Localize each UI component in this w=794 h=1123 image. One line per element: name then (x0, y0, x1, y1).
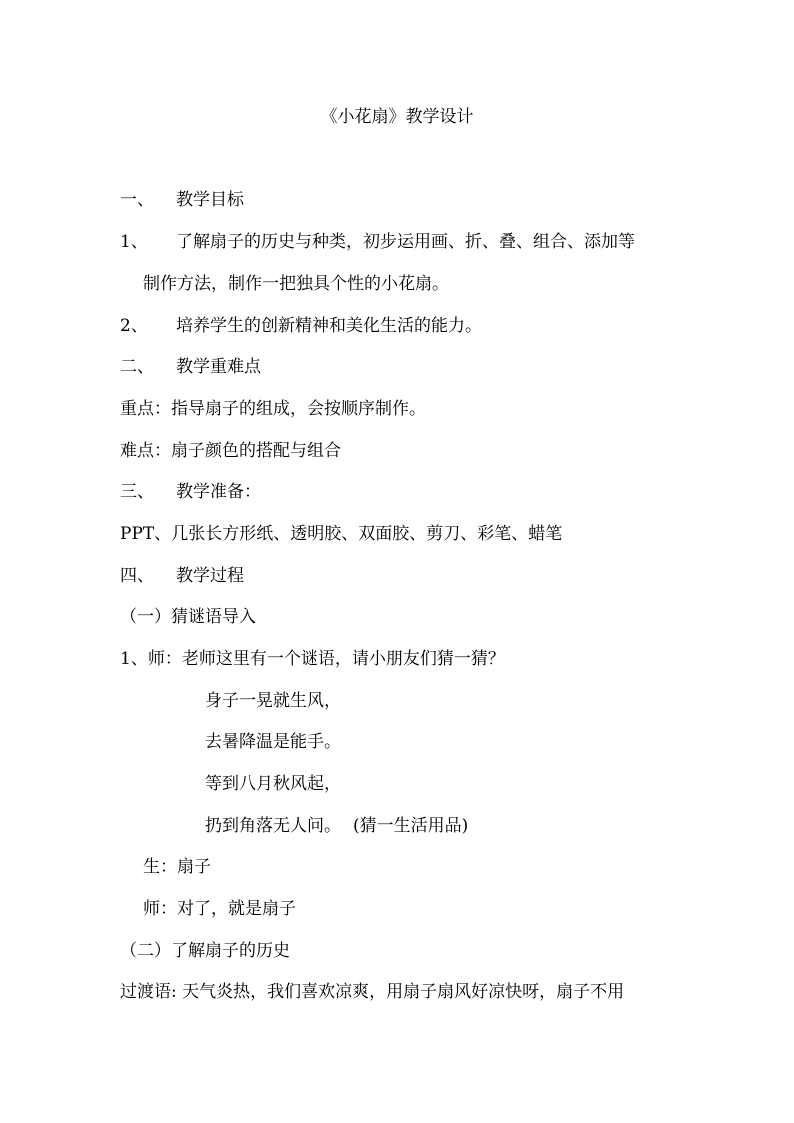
step-1-heading: （一）猜谜语导入 (120, 607, 256, 627)
teacher-question: 1、师：老师这里有一个谜语，请小朋友们猜一猜？ (120, 649, 505, 669)
section-3-marker: 三、 (120, 482, 154, 502)
materials-list: PPT、几张长方形纸、透明胶、双面胶、剪刀、彩笔、蜡笔 (120, 524, 563, 544)
riddle-line-4 (205, 815, 468, 837)
document-title: 《小花扇》教学设计 (320, 107, 474, 127)
section-2-marker: 二、 (120, 357, 154, 377)
section-4-marker: 四、 (120, 566, 154, 586)
riddle-line-3: 等到八月秋风起， (205, 774, 341, 794)
step-2-heading: （二）了解扇子的历史 (120, 941, 290, 961)
section-2-heading (120, 356, 261, 378)
key-point: 重点：指导扇子的组成，会按顺序制作。 (120, 399, 426, 419)
section-3-heading (120, 481, 261, 503)
student-answer: 生：扇子 (143, 857, 211, 877)
riddle-line-1: 身子一晃就生风， (205, 691, 341, 711)
goal-2 (120, 315, 482, 337)
section-1-title: 教学目标 (176, 190, 244, 210)
goal-1-line-1 (120, 231, 635, 253)
section-1-marker: 一、 (120, 190, 154, 210)
riddle-hint: (猜一生活用品) (353, 816, 469, 836)
goal-1-text-1: 了解扇子的历史与种类，初步运用画、折、叠、组合、添加等 (176, 232, 635, 252)
difficult-point: 难点：扇子颜色的搭配与组合 (120, 441, 341, 461)
transition-text: 过渡语: 天气炎热，我们喜欢凉爽，用扇子扇风好凉快呀，扇子不用 (120, 982, 625, 1002)
goal-2-marker: 2、 (120, 316, 148, 336)
goal-2-text: 培养学生的创新精神和美化生活的能力。 (176, 316, 482, 336)
section-1-heading (120, 189, 244, 211)
riddle-line-2: 去暑降温是能手。 (205, 732, 341, 752)
teacher-reply: 师：对了，就是扇子 (143, 899, 296, 919)
section-2-title: 教学重难点 (176, 357, 261, 377)
section-4-title: 教学过程 (176, 566, 244, 586)
section-4-heading (120, 565, 244, 587)
goal-1-line-2: 制作方法，制作一把独具个性的小花扇。 (143, 274, 449, 294)
goal-1-marker: 1、 (120, 232, 148, 252)
riddle-line-4-text: 扔到角落无人问。 (205, 816, 341, 836)
section-3-title: 教学准备： (176, 482, 261, 502)
